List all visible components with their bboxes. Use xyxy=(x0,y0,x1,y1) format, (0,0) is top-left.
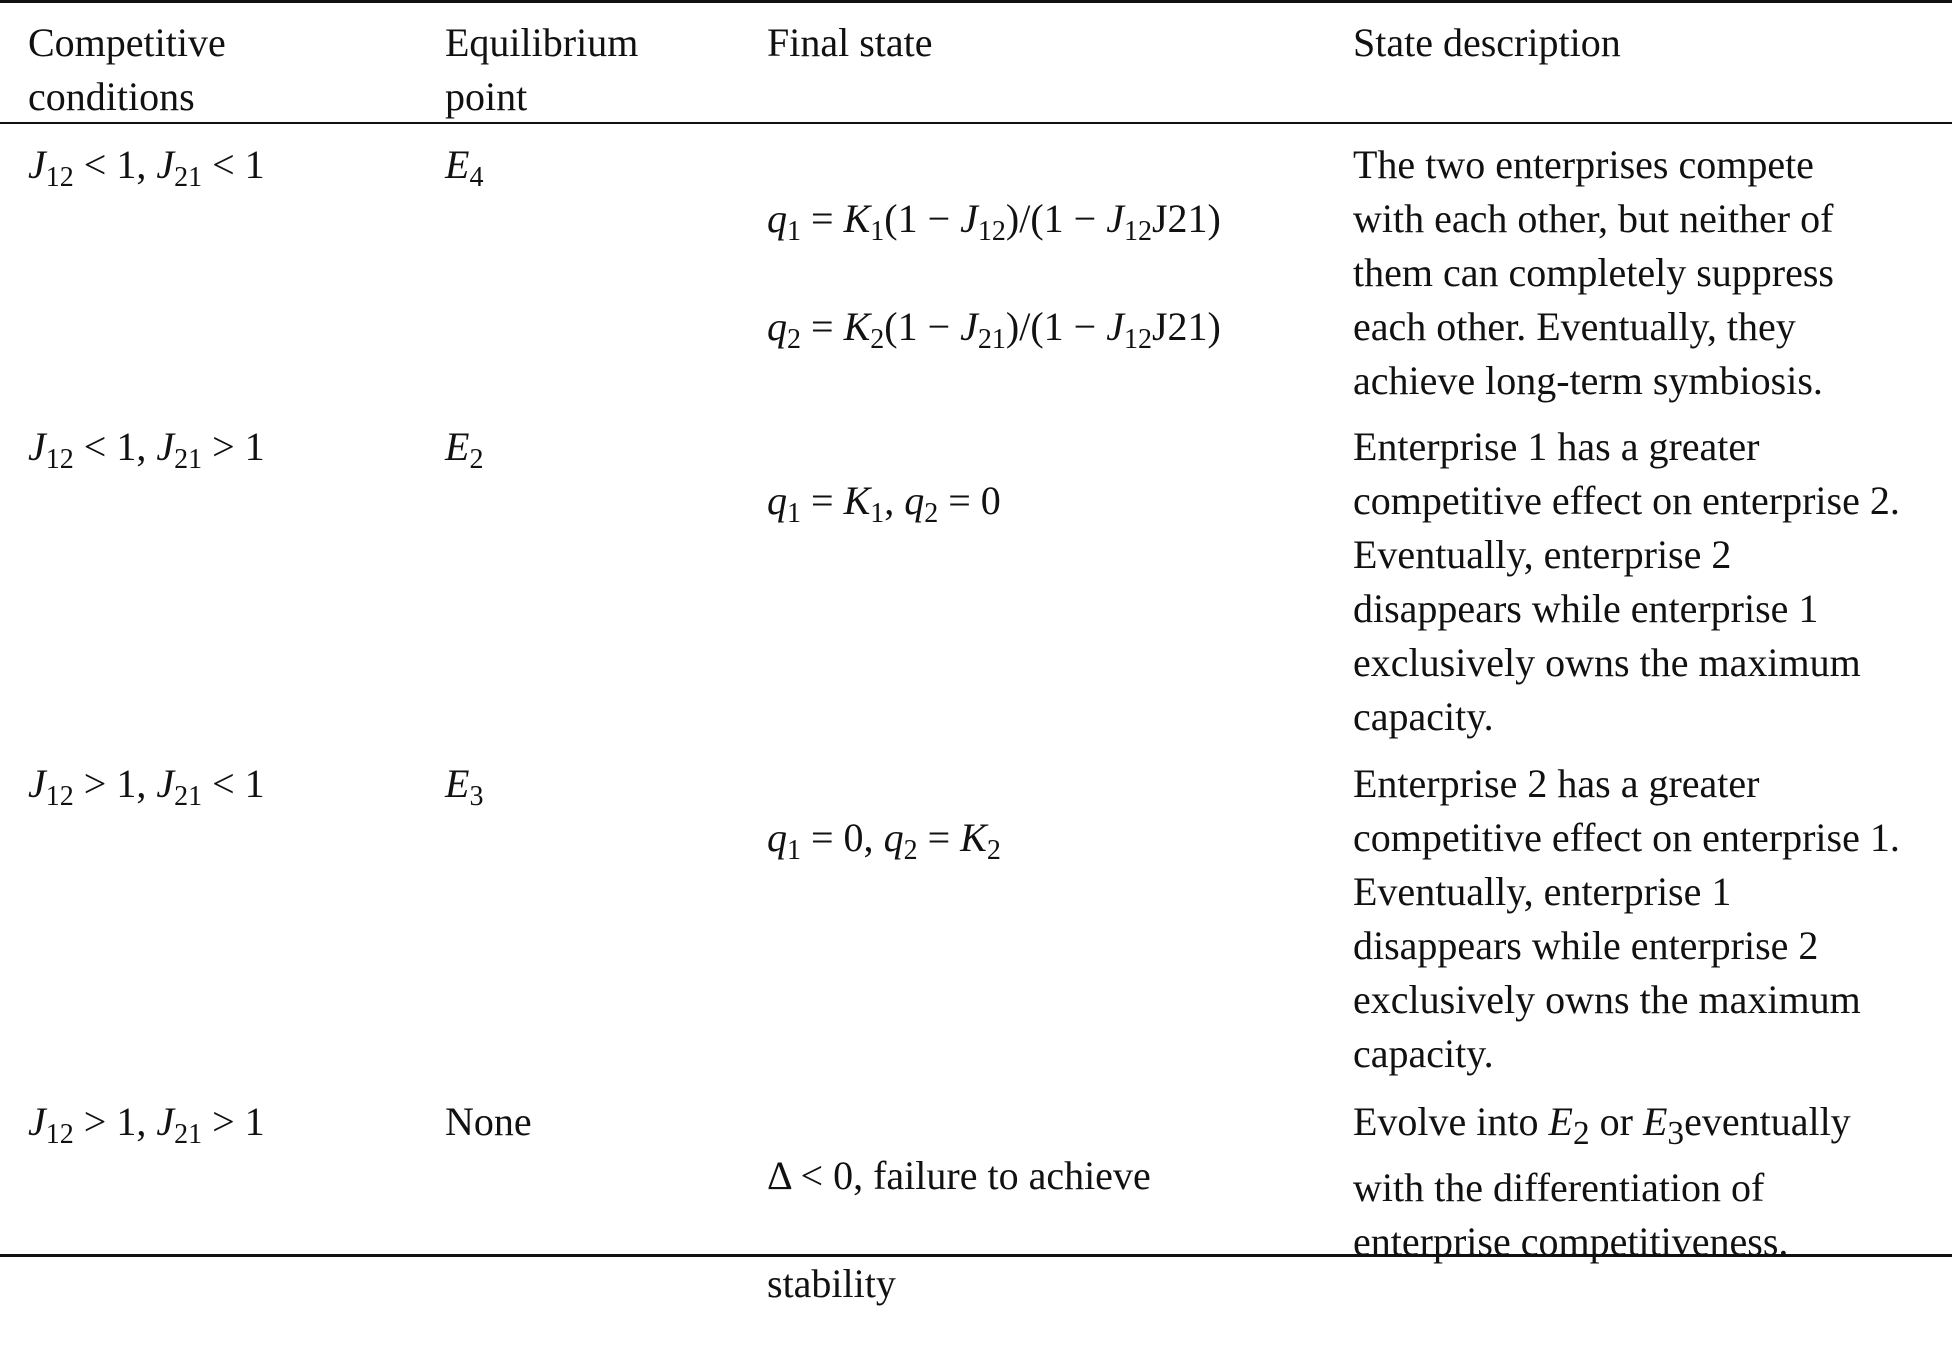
row-1-final-state-line-2: $q_2 = K_2(1 - J_{21})/(1 - J_{12}J21)$ xyxy=(767,304,1221,355)
row-3-final-state-line-1: $q_1 = 0$, $q_2 = K_2$ xyxy=(767,815,1001,866)
row-4-equilibrium: None xyxy=(445,1099,532,1144)
row-2-equilibrium: $E_2$ xyxy=(445,424,484,475)
row-2-condition: $J_{12} < 1$, $J_{21} > 1$ xyxy=(28,424,265,475)
header-competitive-conditions: Competitive conditions xyxy=(28,20,226,119)
row-2-final-state xyxy=(767,420,1357,582)
row-3-final-state xyxy=(767,757,1357,919)
header-equilibrium-point: Equilibrium point xyxy=(445,20,639,119)
row-1-equilibrium: $E_4$ xyxy=(445,142,484,193)
row-4-description: Evolve into $E_2$ or $E_3eventually$ with the differentiation of enterprise competitiveness. xyxy=(1353,1099,1851,1264)
table-top-rule xyxy=(0,0,1952,3)
row-1-condition: $J_{12} < 1$, $J_{21} < 1$ xyxy=(28,142,265,193)
row-4-final-state-line-2: stability xyxy=(767,1261,896,1306)
header-state-description: State description xyxy=(1353,20,1621,65)
row-1-final-state xyxy=(767,138,1357,408)
row-3-equilibrium: $E_3$ xyxy=(445,761,484,812)
row-3-description: Enterprise 2 has a greater competitive effect on enterprise 1. Eventually, enterprise 1 disappears while enterprise 2 exclusively owns the maximum capacity. xyxy=(1353,761,1900,1076)
row-1-final-state-line-1: $q_1 = K_1(1 - J_{12})/(1 - J_{12}J21)$ xyxy=(767,196,1221,247)
row-4-final-state xyxy=(767,1095,1357,1365)
header-final-state: Final state xyxy=(767,20,933,65)
row-1-description: The two enterprises compete with each other, but neither of them can completely suppress each other. Eventually, they achieve long-term symbiosis. xyxy=(1353,142,1834,403)
row-2-description: Enterprise 1 has a greater competitive effect on enterprise 2. Eventually, enterprise 2 disappears while enterprise 1 exclusively owns the maximum capacity. xyxy=(1353,424,1900,739)
row-4-final-state-line-1: Δ < 0, failure to achieve xyxy=(767,1153,1151,1198)
row-2-final-state-line-1: $q_1 = K_1$, $q_2 = 0$ xyxy=(767,478,1001,529)
row-3-condition: $J_{12} > 1$, $J_{21} < 1$ xyxy=(28,761,265,812)
row-4-condition: $J_{12} > 1$, $J_{21} > 1$ xyxy=(28,1099,265,1150)
